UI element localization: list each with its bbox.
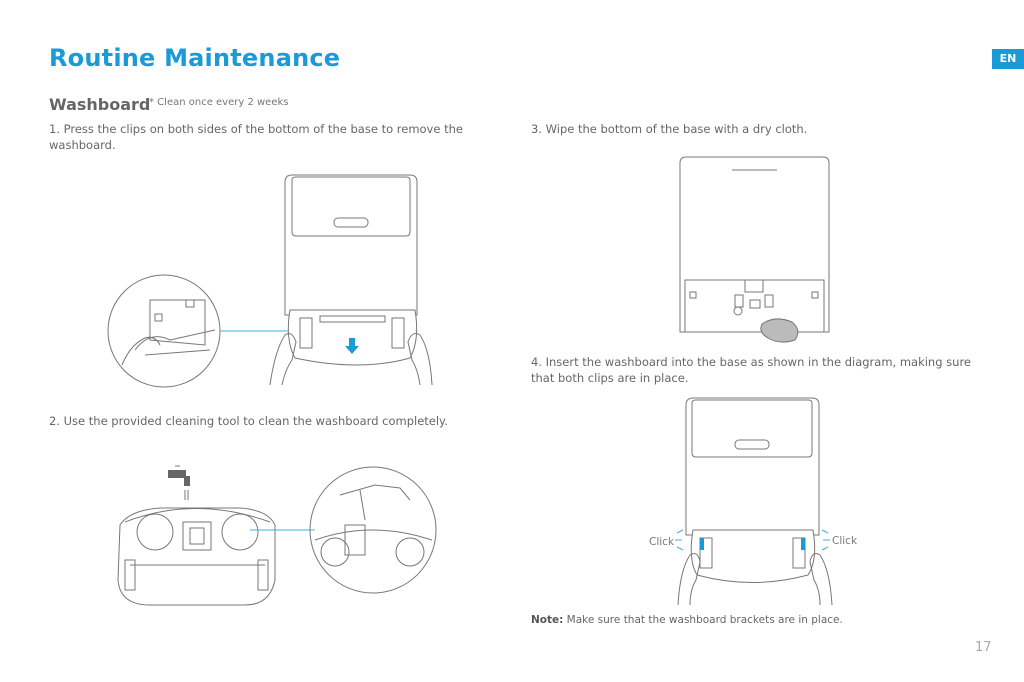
page-number: 17 bbox=[975, 640, 992, 655]
note-label: Note: bbox=[531, 614, 564, 626]
click-indicator-left-icon bbox=[675, 530, 683, 550]
step-3-illustration bbox=[680, 157, 829, 342]
step-1-text: 1. Press the clips on both sides of the bottom of the base to remove the washboard. bbox=[49, 122, 463, 152]
step-3-text: 3. Wipe the bottom of the base with a dry cloth. bbox=[531, 122, 808, 136]
base-station-insert bbox=[686, 398, 819, 535]
step-4-text: 4. Insert the washboard into the base as shown in the diagram, making sure that both clips are in place. bbox=[531, 355, 972, 385]
left-clip bbox=[700, 538, 704, 550]
cloth bbox=[761, 319, 798, 342]
cleaning-tool bbox=[360, 490, 365, 520]
right-clip bbox=[801, 538, 805, 550]
water-tap-icon bbox=[168, 470, 190, 486]
click-label-right: Click bbox=[832, 535, 858, 547]
section-heading: Washboard bbox=[49, 95, 151, 114]
base-station-front bbox=[680, 157, 829, 332]
page-title: Routine Maintenance bbox=[49, 44, 341, 72]
click-label-left: Click bbox=[649, 536, 675, 548]
language-badge: EN bbox=[992, 49, 1024, 69]
step-2-text: 2. Use the provided cleaning tool to clean the washboard completely. bbox=[49, 414, 448, 428]
cleaning-frequency-note: * Clean once every 2 weeks bbox=[149, 97, 289, 108]
detail-zoom-circle bbox=[108, 275, 220, 387]
click-indicator-right-icon bbox=[822, 530, 830, 550]
note-body: Make sure that the washboard brackets are in place. bbox=[563, 614, 843, 626]
washboard-top-view bbox=[118, 508, 275, 605]
step-2-illustration bbox=[118, 466, 436, 605]
note-text bbox=[531, 614, 843, 626]
step-4-illustration bbox=[675, 398, 832, 605]
base-station bbox=[285, 175, 417, 315]
step-1-illustration bbox=[108, 175, 432, 387]
